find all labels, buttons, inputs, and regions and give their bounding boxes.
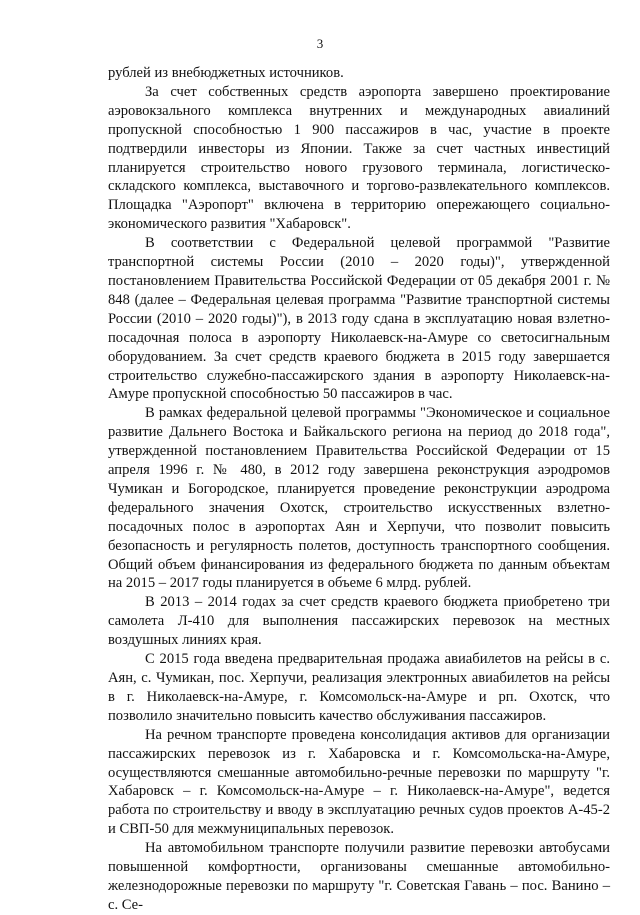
paragraph-road-transport: На автомобильном транспорте получили развитие перевозки автобусами повышенной комфортности, организованы смешанные автомобильно-железнодорожные перевозки по маршруту "г. Советская Гавань – пос. Ванино – с. Се- <box>108 840 610 913</box>
paragraph-far-east-program: В рамках федеральной целевой программы "Экономическое и социальное развитие Дальнего Востока и Байкальского региона на период до 2018 года", утвержденной постановлением Правительства Российской Федерации от 15 апреля 1996 г. № 480, в 2012 году завершена реконструкция аэродромов Чумикан и Богородское, планируется проведение реконструкции аэродрома федерального значения Охотск, строительство искусственных взлетно-посадочных полос в аэропортах Аян и Херпучи, что позволит повысить безопасность и регулярность полетов, доступность транспортного сообщения. Общий объем финансирования из федерального бюджета по данным объектам на 2015 – 2017 годы планируется в объеме 6 млрд. рублей. <box>108 405 610 592</box>
page-number: 3 <box>316 36 324 51</box>
document-body <box>108 64 610 915</box>
paragraph-river-transport: На речном транспорте проведена консолидация активов для организации пассажирских перевозок из г. Хабаровска и г. Комсомольска-на-Амуре, осуществляются смешанные автомобильно-речные перевозки по маршруту "г. Хабаровск – г. Комсомольск-на-Амуре – г. Николаевск-на-Амуре", ведется работа по строительству и вводу в эксплуатацию речных судов проектов А-45-2 и СВП-50 для межмуниципальных перевозок. <box>108 726 610 838</box>
paragraph-aircraft-purchase: В 2013 – 2014 годах за счет средств краевого бюджета приобретено три самолета Л-410 для выполнения пассажирских перевозок на местных воздушных линиях края. <box>108 594 610 649</box>
paragraph-ticket-sales: С 2015 года введена предварительная продажа авиабилетов на рейсы в с. Аян, с. Чумикан, пос. Херпучи, реализация электронных авиабилетов на рейсы в г. Николаевск-на-Амуре, г. Комсомольск-на-Амуре и рп. Охотск, что позволило значительно повысить качество обслуживания пассажиров. <box>108 651 610 724</box>
paragraph-continuation: рублей из внебюджетных источников. <box>108 65 344 81</box>
paragraph-airport-design: За счет собственных средств аэропорта завершено проектирование аэровокзального комплекса внутренних и международных авиалиний пропускной способностью 1 900 пассажиров в час, участие в проекте подтвердили инвесторы из Японии. Также за счет частных инвестиций планируется строительство нового грузового терминала, логистическо-складского комплекса, выставочного и торгово-развлекательного комплексов. Площадка "Аэропорт" включена в территорию опережающего социально-экономического развития "Хабаровск". <box>108 83 610 233</box>
paragraph-federal-program-transport: В соответствии с Федеральной целевой программой "Развитие транспортной системы России (2010 – 2020 годы)", утвержденной постановлением Правительства Российской Федерации от 05 декабря 2001 г. № 848 (далее – Федеральная целевая программа "Развитие транспортной системы России (2010 – 2020 годы)"), в 2013 году сдана в эксплуатацию новая взлетно-посадочная полоса в аэропорту Николаевск-на-Амуре со светосигнальным оборудованием. За счет средств краевого бюджета в 2015 году завершается строительство служебно-пассажирского здания в аэропорту Николаевск-на-Амуре пропускной способностью 50 пассажиров в час. <box>108 235 610 403</box>
